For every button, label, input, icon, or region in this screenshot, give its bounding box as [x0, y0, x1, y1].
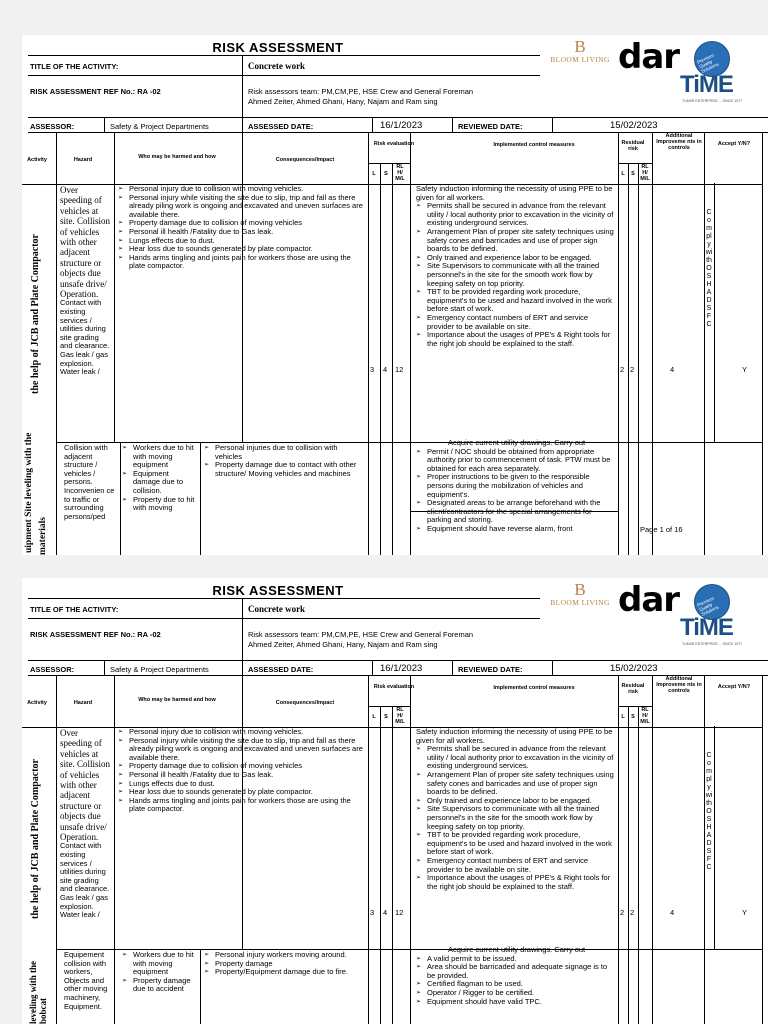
col-hazard: Hazard — [73, 157, 93, 163]
control-intro: Safety induction informing the necessity of using PPE to be given for all workers. — [416, 728, 613, 745]
divider — [28, 618, 540, 619]
who-item: ➢ Workers due to hit with moving equipment — [122, 951, 198, 977]
row1-hazard-serif: Over speeding of vehicles at site. Collision of vehicles with other adjacent structure or objects due unsafe drive/ Operation. — [60, 185, 111, 300]
control-item: ➢ Only trained and experience labor to be engaged. — [416, 254, 616, 263]
divider — [28, 598, 540, 599]
col-residual: Residual risk — [621, 140, 645, 152]
control-item: ➢ A valid permit to be issued. — [416, 955, 616, 964]
control-item: ➢ TBT to be provided regarding work procedure, equipment's to be used and hazard involved in the work before start of work. — [416, 831, 616, 857]
control-item: ➢ Certified flagman to be used. — [416, 980, 616, 989]
row1-l: 3 — [370, 365, 375, 374]
col-accept: Accept Y/N? — [717, 141, 751, 147]
row1-rl: 12 — [395, 908, 404, 917]
consequence-item: ➢ Property damage due to collision of moving vehicles — [118, 762, 364, 771]
divider — [618, 675, 619, 1024]
consequence-item: ➢ Personal injury workers moving around. — [204, 951, 366, 960]
col-l: L — [372, 171, 376, 177]
control-item: ➢ Area should be barricaded and adequate signage is to be provided. — [416, 963, 616, 980]
divider — [392, 706, 393, 1024]
control-intro: Safety induction informing the necessity of using PPE to be given for all workers. — [416, 185, 613, 202]
divider — [618, 163, 652, 164]
bloom-text: BLOOM LIVING — [550, 55, 610, 64]
consequence-item: ➢ Property/Equipment damage due to fire. — [204, 968, 366, 977]
control-item: ➢ Importance about the usages of PPE's & Right tools for the right job should be explained to the staff. — [416, 874, 616, 891]
ref-no-label: RISK ASSESSMENT REF No.: RA -02 — [30, 87, 161, 96]
p2-row2-hazard: Equipement collision with workers, Objects and other moving machinery, Equipment. — [64, 951, 108, 1011]
col-res-s: S — [631, 714, 635, 720]
divider — [56, 675, 57, 1024]
row1-hazard-sans: Contact with existing services / utilities during site grading and clearance. Gas leak / gas explosion. Water leak / — [60, 841, 110, 920]
row1-res-rl: 4 — [670, 365, 675, 374]
col-res-l: L — [621, 171, 625, 177]
row1-l: 3 — [370, 908, 375, 917]
divider — [652, 132, 653, 555]
divider — [380, 163, 381, 555]
divider — [200, 442, 201, 555]
col-controls: Implemented control measures — [493, 142, 575, 148]
p2-row2-who — [122, 951, 198, 1023]
col-res-s: S — [631, 171, 635, 177]
col-hazard: Hazard — [73, 700, 93, 706]
divider — [368, 675, 369, 1024]
row1-hazard — [60, 185, 112, 441]
divider — [618, 706, 652, 707]
control-item: ➢ Permit / NOC should be obtained from appropriate authority prior to commencement of task. PTW must be obtained for each area separately. — [416, 448, 616, 474]
divider — [392, 163, 393, 555]
divider — [104, 660, 105, 675]
reviewed-date-value: 15/02/2023 — [610, 120, 658, 131]
col-controls: Implemented control measures — [493, 685, 575, 691]
p1-row2-hazard: Collision with adjacent structure / vehicles / persons. Inconvenien ce to traffic or surrounding persons/ped — [64, 444, 115, 521]
row1-res-s: 2 — [630, 908, 635, 917]
divider — [380, 706, 381, 1024]
page-number: Page 1 of 16 — [640, 525, 683, 534]
document-page-1 — [22, 35, 768, 555]
divider — [242, 598, 243, 675]
control-item: ➢ Proper instructions to be given to the responsible persons during the mobilization of vehicles and equipment's. — [416, 473, 616, 499]
dar-logo: dar — [618, 37, 680, 77]
consequence-item: ➢ Personal injuries due to collision with vehicles — [204, 444, 366, 461]
control-item: ➢ Equipment should have valid TPC. — [416, 998, 616, 1007]
consequence-item: ➢ Property damage — [204, 960, 366, 969]
consequence-item: ➢ Hear loss due to sounds generated by plate compactor. — [118, 788, 364, 797]
time-logo — [672, 41, 752, 113]
p1-row2-controls — [416, 439, 616, 555]
assessor-label: ASSESSOR: — [30, 122, 75, 131]
divider — [28, 55, 540, 56]
title-of-activity-label: TITLE OF THE ACTIVITY: — [30, 605, 119, 614]
row1-consequences — [118, 728, 364, 948]
divider — [28, 660, 768, 661]
divider — [704, 132, 705, 555]
divider — [410, 675, 411, 1024]
dar-logo: dar — [618, 580, 680, 620]
bloom-living-logo — [540, 39, 620, 64]
row1-activity: the help of JCB and Plate Compactor — [30, 759, 41, 919]
assessors-team-line2: Ahmed Zeiter, Ahmed Ghani, Hany, Najam and Ram sing — [248, 640, 438, 649]
assessors-team-line1: Risk assessors team: PM,CM,PE, HSE Crew and General Foreman — [248, 87, 474, 96]
time-wordmark: TiME — [680, 614, 733, 641]
time-badge-text: Premium Quality Solutions — [696, 52, 720, 74]
p1-row2-consequences — [204, 444, 366, 552]
who-item: ➢ Workers due to hit with moving equipment — [122, 444, 198, 470]
assessed-date-label: ASSESSED DATE: — [248, 665, 314, 674]
control-item: ➢ Site Supervisors to communicate with all the trained personnel's in the site for the smooth work flow by keeping safety on top priority. — [416, 262, 616, 288]
consequence-item: ➢ Hands arms tingling and joints pain for workers those are using the plate compactor. — [118, 254, 364, 271]
control-item: ➢ Equipment should have reverse alarm, front — [416, 525, 616, 534]
divider — [628, 706, 629, 1024]
col-s: S — [384, 171, 388, 177]
activity-title: Concrete work — [248, 61, 306, 71]
assessors-team-line1: Risk assessors team: PM,CM,PE, HSE Crew and General Foreman — [248, 630, 474, 639]
p1-row2-activity-b: materials — [38, 517, 48, 555]
time-wordmark: TiME — [680, 71, 733, 98]
consequence-item: ➢ Lungs effects due to dust. — [118, 237, 364, 246]
time-badge-text: Premium Quality Solutions — [696, 595, 720, 617]
consequence-item: ➢ Personal injury while visiting the site due to slip, trip and fall as there already piling work is ongoing and excavated and uneven surfaces are available there. — [118, 194, 364, 220]
divider — [628, 163, 629, 555]
assessed-date-value: 16/1/2023 — [380, 663, 423, 674]
consequence-item: ➢ Personal injury while visiting the site due to slip, trip and fall as there already piling work is ongoing and excavated and uneven surfaces are available there. — [118, 737, 364, 763]
col-risk-evaluation: Risk evaluation — [373, 141, 415, 147]
assessed-date-label: ASSESSED DATE: — [248, 122, 314, 131]
assessor-value: Safety & Project Departments — [110, 122, 209, 131]
consequence-item: ➢ Property damage due to collision of moving vehicles — [118, 219, 364, 228]
col-rl: RL H/ M/L — [395, 707, 405, 725]
divider — [552, 117, 553, 132]
control-item: ➢ Permits shall be secured in advance from the relevant utility / local authority prior to excavation in the vicinity of existing underground services. — [416, 745, 616, 771]
col-consequences: Consequences/Impact — [275, 157, 335, 163]
control-item: ➢ Operator / Rigger to be certified. — [416, 989, 616, 998]
divider — [372, 660, 373, 675]
consequence-item: ➢ Personal ill health /Fatality due to Gas leak. — [118, 771, 364, 780]
divider — [200, 949, 201, 1024]
divider — [714, 183, 715, 443]
divider — [618, 132, 619, 555]
divider — [714, 726, 715, 950]
p1-row2-activity: uipment Site leveling with the — [24, 432, 34, 553]
col-activity: Activity — [27, 157, 47, 163]
row1-res-l: 2 — [620, 908, 625, 917]
p2-row2-controls — [416, 946, 616, 1024]
divider — [368, 132, 369, 555]
control-item: ➢ Arrangement Plan of proper site safety techniques using safety cones and barricades and use of proper sign boards to be defined. — [416, 228, 616, 254]
row1-hazard-serif: Over speeding of vehicles at site. Collision of vehicles with other adjacent structure or objects due unsafe drive/ Operation. — [60, 728, 111, 843]
document-page-2 — [22, 578, 768, 1024]
bloom-text: BLOOM LIVING — [550, 598, 610, 607]
col-rl: RL H/ M/L — [395, 164, 405, 182]
control-item: ➢ Arrangement Plan of proper site safety techniques using safety cones and barricades and use of proper sign boards to be defined. — [416, 771, 616, 797]
bloom-mark: B — [574, 37, 586, 56]
row1-res-l: 2 — [620, 365, 625, 374]
divider — [762, 675, 763, 1024]
reviewed-date-label: REVIEWED DATE: — [458, 122, 523, 131]
bloom-living-logo — [540, 582, 620, 607]
divider — [120, 442, 121, 555]
consequence-item: ➢ Hands arms tingling and joints pain for workers those are using the plate compactor. — [118, 797, 364, 814]
divider — [452, 660, 453, 675]
divider — [56, 132, 57, 555]
control-item: ➢ Only trained and experience labor to be engaged. — [416, 797, 616, 806]
time-tagline: TUMAR ENTERPRISE ... SINCE 1977 — [682, 642, 743, 646]
row1-additional: Comply with OSHAD SF C — [705, 752, 713, 871]
control-item: ➢ Emergency contact numbers of ERT and service provider to be available on site. — [416, 857, 616, 874]
control-item: ➢ Emergency contact numbers of ERT and service provider to be available on site. — [416, 314, 616, 331]
divider — [114, 132, 115, 442]
bloom-mark: B — [574, 580, 586, 599]
divider — [638, 163, 639, 555]
consequence-item: ➢ Personal injury due to collision with moving vehicles. — [118, 185, 364, 194]
row1-accept: Y — [742, 908, 748, 917]
col-residual: Residual risk — [621, 683, 645, 695]
col-res-rl: RL H/ M/L — [640, 707, 650, 725]
row1-rl: 12 — [395, 365, 404, 374]
row1-res-s: 2 — [630, 365, 635, 374]
col-who: Who may be harmed and how — [138, 154, 216, 160]
row1-hazard — [60, 728, 112, 948]
divider — [452, 117, 453, 132]
p2-row2-activity: leveling with the bobcat — [28, 961, 48, 1024]
reviewed-date-label: REVIEWED DATE: — [458, 665, 523, 674]
divider — [638, 706, 639, 1024]
activity-title: Concrete work — [248, 604, 306, 614]
divider — [368, 163, 410, 164]
document-title: RISK ASSESSMENT — [212, 583, 344, 598]
row1-res-rl: 4 — [670, 908, 675, 917]
time-logo — [672, 584, 752, 656]
control-item: ➢ Importance about the usages of PPE's & Right tools for the right job should be explained to the staff. — [416, 331, 616, 348]
row1-activity: the help of JCB and Plate Compactor — [30, 234, 41, 394]
assessed-date-value: 16/1/2023 — [380, 120, 423, 131]
control-item: ➢ Permits shall be secured in advance from the relevant utility / local authority prior to excavation in the vicinity of existing underground services. — [416, 202, 616, 228]
row1-accept: Y — [742, 365, 748, 374]
row1-consequences — [118, 185, 364, 441]
col-additional: Additional Improveme nts in controls — [656, 676, 702, 694]
reviewed-date-value: 15/02/2023 — [610, 663, 658, 674]
row1-s: 4 — [383, 908, 388, 917]
col-res-rl: RL H/ M/L — [640, 164, 650, 182]
assessor-label: ASSESSOR: — [30, 665, 75, 674]
row1-hazard-sans: Contact with existing services / utilities during site grading and clearance. Gas leak / gas explosion. Water leak / — [60, 298, 110, 377]
col-who: Who may be harmed and how — [138, 697, 216, 703]
assessor-value: Safety & Project Departments — [110, 665, 209, 674]
divider — [28, 75, 540, 76]
row1-controls — [416, 185, 616, 441]
consequence-item: ➢ Hear loss due to sounds generated by plate compactor. — [118, 245, 364, 254]
divider — [368, 706, 410, 707]
control-item: ➢ Site Supervisors to communicate with all the trained personnel's in the site for the smooth work flow by keeping safety on top priority. — [416, 805, 616, 831]
divider — [372, 117, 373, 132]
row1-additional: Comply with OSHAD SF C — [705, 209, 713, 328]
who-item: ➢ Property due to hit with moving — [122, 496, 198, 513]
col-risk-evaluation: Risk evaluation — [373, 684, 415, 690]
col-accept: Accept Y/N? — [717, 684, 751, 690]
col-consequences: Consequences/Impact — [275, 700, 335, 706]
divider — [56, 442, 762, 443]
col-l: L — [372, 714, 376, 720]
row1-s: 4 — [383, 365, 388, 374]
assessors-team-line2: Ahmed Zeiter, Ahmed Ghani, Hany, Najam and Ram sing — [248, 97, 438, 106]
divider — [410, 511, 618, 512]
row1-controls — [416, 728, 616, 948]
control-top: Acquire current utility drawings. Carry out — [448, 439, 586, 447]
p1-row2-who — [122, 444, 198, 552]
col-s: S — [384, 714, 388, 720]
consequence-item: ➢ Personal injury due to collision with moving vehicles. — [118, 728, 364, 737]
consequence-item: ➢ Personal ill health /Fatality due to Gas leak. — [118, 228, 364, 237]
time-tagline: TUMAR ENTERPRISE ... SINCE 1977 — [682, 99, 743, 103]
control-item: ➢ Designated areas to be arrange beforehand with the client/contractors for the special arrangements for parking and storing. — [416, 499, 616, 525]
consequence-item: ➢ Lungs effects due to dust. — [118, 780, 364, 789]
divider — [56, 949, 762, 950]
control-item: ➢ TBT to be provided regarding work procedure, equipment's to be used and hazard involved in the work before start of work. — [416, 288, 616, 314]
p2-row2-consequences — [204, 951, 366, 1023]
col-activity: Activity — [27, 700, 47, 706]
control-top: Acquire current utility drawings. Carry out — [448, 946, 586, 954]
col-additional: Additional Improveme nts in controls — [656, 133, 702, 151]
divider — [242, 55, 243, 132]
ref-no-label: RISK ASSESSMENT REF No.: RA -02 — [30, 630, 161, 639]
consequence-item: ➢ Property damage due to contact with other structure/ Moving vehicles and machines — [204, 461, 366, 478]
divider — [104, 117, 105, 132]
divider — [552, 660, 553, 675]
title-of-activity-label: TITLE OF THE ACTIVITY: — [30, 62, 119, 71]
divider — [762, 132, 763, 555]
who-item: ➢ Equipment damage due to collision. — [122, 470, 198, 496]
divider — [28, 117, 768, 118]
divider — [652, 675, 653, 1024]
divider — [410, 132, 411, 555]
document-title: RISK ASSESSMENT — [212, 40, 344, 55]
who-item: ➢ Property damage due to accident — [122, 977, 198, 994]
col-res-l: L — [621, 714, 625, 720]
